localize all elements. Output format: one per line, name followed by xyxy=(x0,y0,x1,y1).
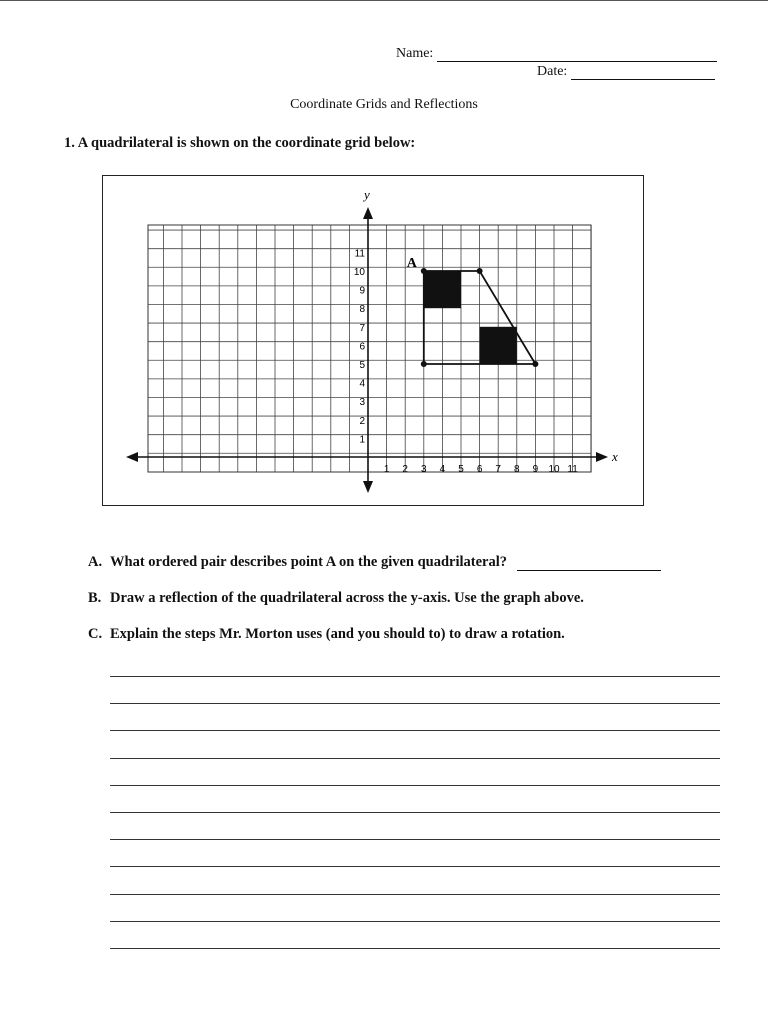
part-b xyxy=(88,590,584,607)
date-label: Date: xyxy=(537,64,568,79)
part-b-text: Draw a reflection of the quadrilateral across the y-axis. Use the graph above. xyxy=(110,590,584,606)
y-tick-label: 6 xyxy=(359,341,365,353)
answer-line[interactable] xyxy=(110,894,720,895)
answer-line[interactable] xyxy=(110,948,720,949)
x-tick-label: 6 xyxy=(476,464,483,475)
y-tick-label: 11 xyxy=(354,248,365,260)
question-prompt: A quadrilateral is shown on the coordinate grid below: xyxy=(77,135,416,151)
part-c xyxy=(88,626,565,643)
vertex-point xyxy=(477,268,483,274)
y-axis-up-arrow-icon xyxy=(363,207,373,219)
y-axis-label: y xyxy=(364,187,370,202)
x-tick-label: 9 xyxy=(532,464,539,475)
question-number: 1. xyxy=(64,135,75,151)
answer-line[interactable] xyxy=(110,730,720,731)
x-tick-label: 2 xyxy=(402,464,408,475)
x-tick-label: 8 xyxy=(514,464,520,475)
answer-line[interactable] xyxy=(110,785,720,786)
vertex-point xyxy=(532,361,538,367)
answer-line[interactable] xyxy=(110,866,720,867)
y-tick-label: 7 xyxy=(359,322,365,334)
question-1-heading xyxy=(64,135,415,152)
date-blank[interactable] xyxy=(571,65,715,80)
y-tick-label: 10 xyxy=(353,267,365,278)
x-tick-label: 1 xyxy=(383,464,390,475)
part-a-text: What ordered pair describes point A on the given quadrilateral? xyxy=(110,554,508,570)
y-tick-label: 8 xyxy=(359,304,365,316)
x-axis-left-arrow-icon xyxy=(126,452,138,462)
name-blank[interactable] xyxy=(437,47,717,62)
x-tick-label: 3 xyxy=(421,464,427,475)
x-tick-label: 5 xyxy=(458,464,464,475)
x-tick-label: 11 xyxy=(567,464,578,475)
answer-line[interactable] xyxy=(110,758,720,759)
part-a-answer-blank[interactable] xyxy=(517,556,661,571)
x-tick-label: 10 xyxy=(548,464,560,475)
y-tick-label: 4 xyxy=(359,378,365,390)
filled-square xyxy=(424,271,461,308)
answer-line[interactable] xyxy=(110,676,720,677)
part-a xyxy=(88,554,661,571)
x-axis-label: x xyxy=(612,449,618,464)
page-top-edge xyxy=(0,0,768,1)
name-field xyxy=(396,46,717,62)
y-tick-label: 5 xyxy=(359,360,365,371)
part-c-letter: C. xyxy=(88,626,103,642)
answer-line[interactable] xyxy=(110,703,720,704)
answer-line[interactable] xyxy=(110,812,720,813)
y-tick-label: 1 xyxy=(359,434,365,446)
x-tick-label: 7 xyxy=(495,464,501,475)
x-axis-right-arrow-icon xyxy=(596,452,608,462)
part-b-letter: B. xyxy=(88,590,102,606)
y-tick-label: 2 xyxy=(359,415,365,427)
filled-square xyxy=(480,327,517,364)
vertex-point xyxy=(421,361,427,367)
answer-line[interactable] xyxy=(110,839,720,840)
name-label: Name: xyxy=(396,46,434,61)
part-a-letter: A. xyxy=(88,554,103,570)
coordinate-grid[interactable] xyxy=(102,175,644,506)
y-axis-down-arrow-icon xyxy=(363,481,373,493)
part-c-text: Explain the steps Mr. Morton uses (and you should to) to draw a rotation. xyxy=(110,626,565,642)
y-tick-label: 9 xyxy=(359,285,365,297)
point-a-label: A xyxy=(406,256,417,271)
vertex-point xyxy=(421,268,427,274)
answer-line[interactable] xyxy=(110,921,720,922)
y-tick-label: 3 xyxy=(359,397,365,409)
x-tick-label: 4 xyxy=(439,464,446,475)
worksheet-title: Coordinate Grids and Reflections xyxy=(290,97,478,112)
date-field xyxy=(537,64,715,80)
